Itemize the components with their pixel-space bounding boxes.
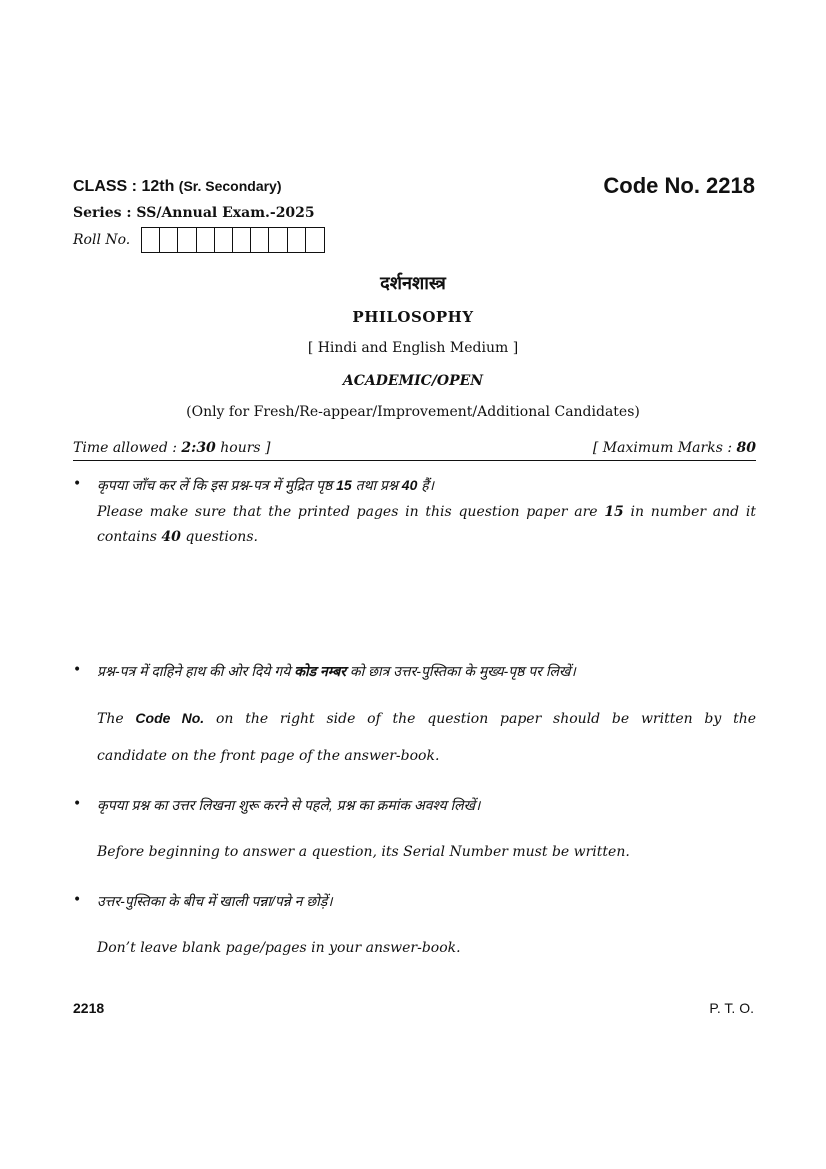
instruction-1-english: Please make sure that the printed pages in this question paper are 15 in number and it contains 40 questions. [97, 504, 756, 545]
hindi-subject-title: दर्शनशास्त्र [380, 273, 446, 293]
maximum-marks: [ Maximum Marks : 80 [592, 440, 756, 456]
bullet-icon: • [73, 892, 82, 908]
medium-line: [ Hindi and English Medium ] [307, 340, 519, 356]
instruction-2-hindi: प्रश्न-पत्र में दाहिने हाथ की ओर दिये गये कोड नम्बर को छात्र उत्तर-पुस्तिका के मुख्य-पृष्ठ पर लिखें। [97, 663, 576, 679]
divider [73, 460, 756, 461]
bullet-icon: • [73, 662, 82, 678]
bullet-icon: • [73, 476, 82, 492]
series-line: Series : SS/Annual Exam.-2025 [73, 205, 315, 221]
roll-number-box[interactable] [288, 228, 306, 252]
roll-number-box[interactable] [269, 228, 287, 252]
class-line [73, 178, 282, 196]
footer-pto: P. T. O. [709, 1000, 754, 1016]
instruction-3-hindi: कृपया प्रश्न का उत्तर लिखना शुरू करने से पहले, प्रश्न का क्रमांक अवश्य लिखें। [97, 797, 481, 813]
english-subject-title: PHILOSOPHY [352, 308, 474, 326]
time-marks-row [73, 440, 756, 456]
roll-number-box[interactable] [251, 228, 269, 252]
instruction-2-english-line1: The Code No. on the right side of the question paper should be written by the [97, 710, 756, 727]
roll-number-box[interactable] [178, 228, 196, 252]
instruction-4-hindi: उत्तर-पुस्तिका के बीच में खाली पन्ना/पन्ने न छोड़ें। [97, 893, 333, 909]
code-number: Code No. 2218 [603, 173, 755, 198]
roll-number-box[interactable] [215, 228, 233, 252]
class-label: CLASS : 12th [73, 178, 175, 195]
roll-number-label: Roll No. [73, 232, 131, 248]
roll-number-box[interactable] [160, 228, 178, 252]
instruction-4-english: Don’t leave blank page/pages in your answer-book. [97, 940, 461, 956]
roll-number-box[interactable] [233, 228, 251, 252]
time-allowed: Time allowed : 2:30 hours ] [73, 440, 271, 456]
exam-type: ACADEMIC/OPEN [342, 373, 484, 389]
footer-code: 2218 [73, 1000, 105, 1016]
eligibility-line: (Only for Fresh/Re-appear/Improvement/Additional Candidates) [186, 404, 640, 420]
class-sub: (Sr. Secondary) [178, 178, 282, 194]
roll-number-box[interactable] [306, 228, 324, 252]
instruction-1-hindi: कृपया जाँच कर लें कि इस प्रश्न-पत्र में मुद्रित पृष्ठ 15 तथा प्रश्न 40 हैं। [97, 477, 435, 493]
roll-number-box[interactable] [142, 228, 160, 252]
roll-number-boxes[interactable] [141, 227, 325, 253]
bullet-icon: • [73, 796, 82, 812]
instruction-3-english: Before beginning to answer a question, its Serial Number must be written. [97, 844, 630, 860]
instruction-2-english-line2: candidate on the front page of the answer-book. [97, 748, 440, 764]
roll-number-box[interactable] [197, 228, 215, 252]
